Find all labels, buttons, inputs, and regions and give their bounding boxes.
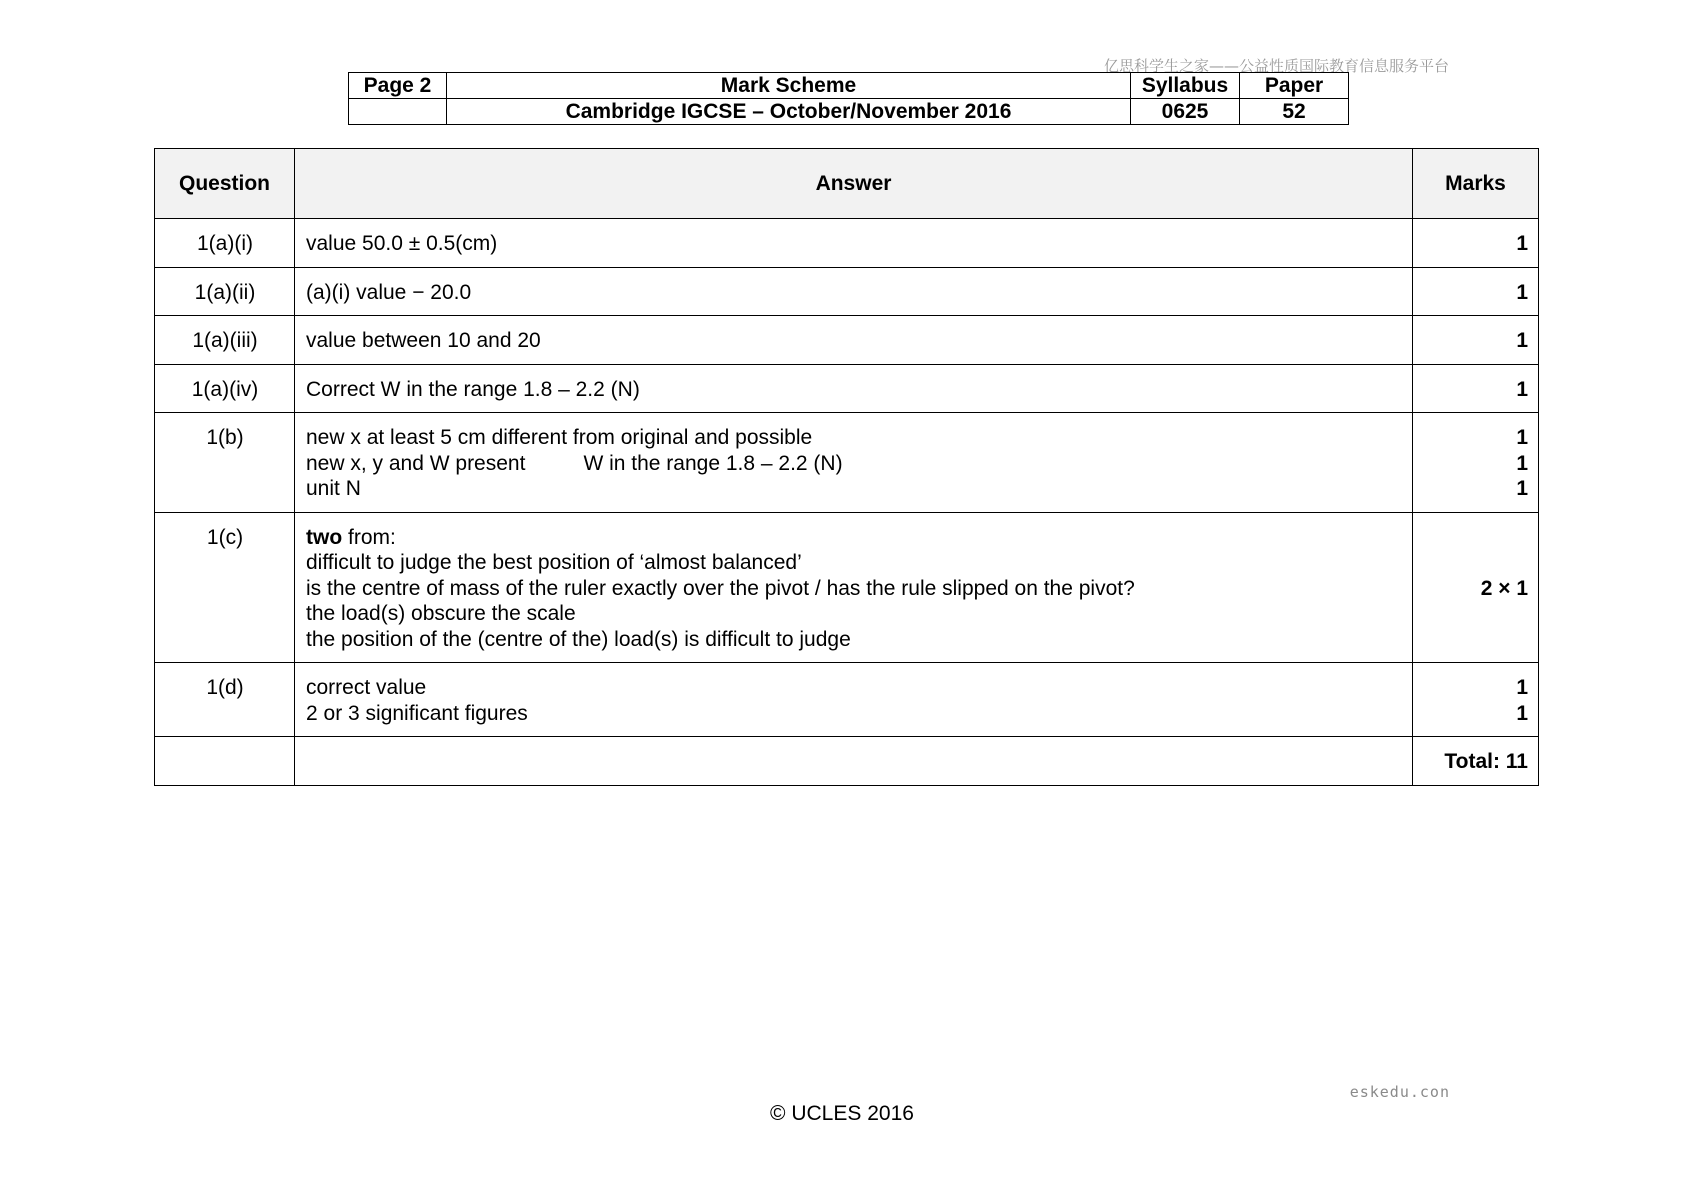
answer-line: new x, y and W present	[306, 451, 526, 475]
marks-cell: 2 × 1	[1413, 512, 1539, 663]
marks-cell	[1413, 413, 1539, 513]
question-cell: 1(d)	[155, 663, 295, 737]
question-cell: 1(a)(iv)	[155, 364, 295, 413]
answer-emphasis: two	[306, 525, 343, 549]
header-table	[348, 72, 1349, 125]
table-row	[155, 267, 1539, 316]
answer-cell	[295, 364, 1413, 413]
answer-line: Correct W in the range 1.8 – 2.2 (N)	[306, 377, 640, 401]
answer-cell	[295, 663, 1413, 737]
table-row	[155, 512, 1539, 663]
table-row	[155, 364, 1539, 413]
syllabus-code: 0625	[1131, 99, 1240, 125]
mark-value: 1	[1516, 701, 1528, 725]
paper-number: 52	[1240, 99, 1349, 125]
marks-header: Marks	[1413, 149, 1539, 219]
page-label: Page 2	[349, 73, 447, 99]
answer-line: the position of the (centre of the) load(s) is difficult to judge	[306, 627, 851, 651]
answer-line: the load(s) obscure the scale	[306, 602, 576, 625]
marks-cell: 1	[1413, 316, 1539, 365]
question-cell: 1(a)(i)	[155, 219, 295, 268]
question-cell	[155, 737, 295, 786]
table-row	[155, 663, 1539, 737]
exam-title: Cambridge IGCSE – October/November 2016	[447, 99, 1131, 125]
answer-line: value between 10 and 20	[306, 329, 541, 352]
mark-value: 1	[1516, 477, 1528, 500]
mark-value: 1	[1516, 676, 1528, 699]
answer-header: Answer	[295, 149, 1413, 219]
table-header-row	[155, 149, 1539, 219]
watermark-top: 亿思科学生之家——公益性质国际教育信息服务平台	[1103, 57, 1449, 75]
table-row-total	[155, 737, 1539, 786]
marks-cell: 1	[1413, 364, 1539, 413]
table-row	[155, 219, 1539, 268]
header-empty-cell	[349, 99, 447, 125]
paper-label: Paper	[1240, 73, 1349, 99]
answer-cell	[295, 737, 1413, 786]
answer-line: 2 or 3 significant figures	[306, 701, 528, 725]
mark-scheme-table	[154, 148, 1539, 786]
question-cell: 1(a)(ii)	[155, 267, 295, 316]
answer-cell	[295, 267, 1413, 316]
answer-line: value 50.0 ± 0.5(cm)	[306, 232, 498, 255]
answer-line: is the centre of mass of the ruler exactly over the pivot / has the rule slipped on the pivot?	[306, 576, 1135, 600]
table-row	[155, 316, 1539, 365]
question-cell: 1(c)	[155, 512, 295, 663]
answer-cell	[295, 413, 1413, 513]
answer-line: difficult to judge the best position of ‘almost balanced’	[306, 551, 802, 574]
watermark-bottom: eskedu.con	[1349, 1083, 1450, 1101]
question-cell: 1(b)	[155, 413, 295, 513]
question-cell: 1(a)(iii)	[155, 316, 295, 365]
table-row	[155, 413, 1539, 513]
footer-copyright: © UCLES 2016	[770, 1102, 914, 1125]
question-header: Question	[155, 149, 295, 219]
answer-line-intro	[306, 525, 1402, 551]
answer-cell	[295, 316, 1413, 365]
mark-value: 1	[1516, 451, 1528, 475]
answer-line: correct value	[306, 676, 427, 699]
document-title: Mark Scheme	[447, 73, 1131, 99]
mark-value: 1	[1516, 426, 1528, 449]
answer-cell	[295, 512, 1413, 663]
marks-cell: 1	[1413, 267, 1539, 316]
answer-line: from:	[348, 525, 396, 549]
answer-cell	[295, 219, 1413, 268]
answer-line-pair	[306, 451, 1402, 477]
answer-line: unit N	[306, 477, 361, 500]
total-marks: Total: 11	[1413, 737, 1539, 786]
marks-cell	[1413, 663, 1539, 737]
answer-line: new x at least 5 cm different from original and possible	[306, 426, 813, 449]
marks-cell: 1	[1413, 219, 1539, 268]
answer-line: W in the range 1.8 – 2.2 (N)	[583, 451, 843, 475]
syllabus-label: Syllabus	[1131, 73, 1240, 99]
answer-line: (a)(i) value − 20.0	[306, 280, 472, 304]
